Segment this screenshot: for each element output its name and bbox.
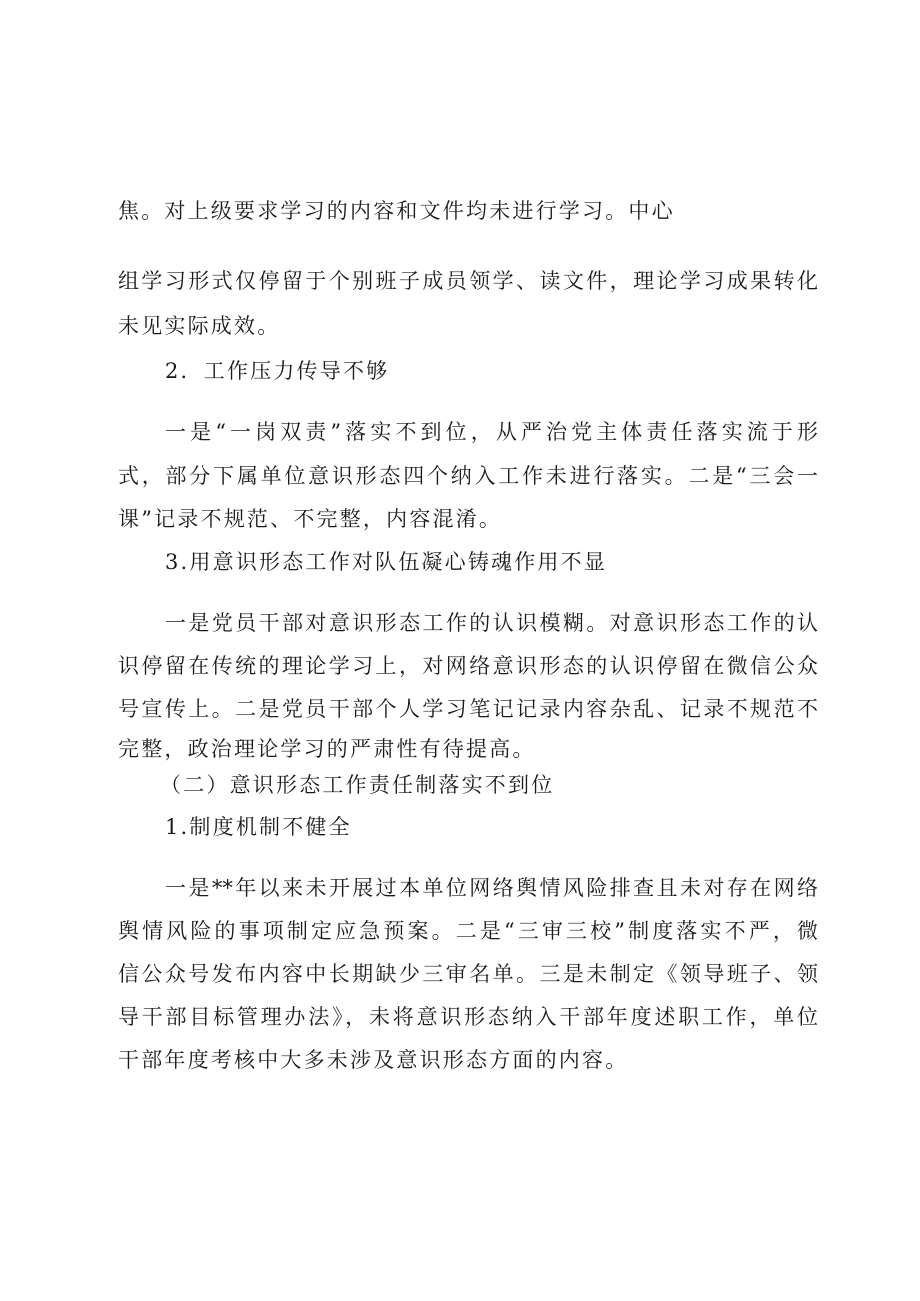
paragraph-line: 识停留在传统的理论学习上，对网络意识形态的认识停留在微信公众 — [118, 654, 818, 678]
paragraph-line: 一是党员干部对意识形态工作的认识模糊。对意识形态工作的认 — [165, 611, 818, 635]
paragraph-line: 组学习形式仅停留于个别班子成员领学、读文件，理论学习成果转化 — [118, 269, 818, 293]
paragraph-line: 干部年度考核中大多未涉及意识形态方面的内容。 — [118, 1048, 629, 1072]
paragraph-line: 一是**年以来未开展过本单位网络舆情风险排查且未对存在网络 — [165, 876, 818, 900]
paragraph-line: 完整，政治理论学习的严肃性有待提高。 — [118, 737, 536, 761]
section-heading: 3.用意识形态工作对队伍凝心铸魂作用不显 — [165, 550, 608, 574]
paragraph-line: 未见实际成效。 — [118, 314, 281, 338]
paragraph-line: 焦。对上级要求学习的内容和文件均未进行学习。中心 — [118, 199, 675, 223]
paragraph-line: 号宣传上。二是党员干部个人学习笔记记录内容杂乱、记录不规范不 — [118, 697, 818, 721]
paragraph-line: 信公众号发布内容中长期缺少三审名单。三是未制定《领导班子、领 — [118, 962, 818, 986]
section-heading: 2．工作压力传导不够 — [165, 359, 390, 383]
paragraph-line: 式，部分下属单位意识形态四个纳入工作未进行落实。二是“三会一 — [118, 464, 818, 488]
subsection-heading: 1.制度机制不健全 — [165, 815, 352, 839]
paragraph-line: 一是“一岗双责”落实不到位，从严治党主体责任落实流于形 — [165, 420, 818, 444]
paragraph-line: 导干部目标管理办法》，未将意识形态纳入干部年度述职工作，单位 — [118, 1005, 818, 1029]
paragraph-line: 课”记录不规范、不完整，内容混淆。 — [118, 507, 503, 531]
paragraph-line: 舆情风险的事项制定应急预案。二是“三审三校”制度落实不严，微 — [118, 919, 818, 943]
section-heading: （二）意识形态工作责任制落实不到位 — [160, 773, 555, 797]
